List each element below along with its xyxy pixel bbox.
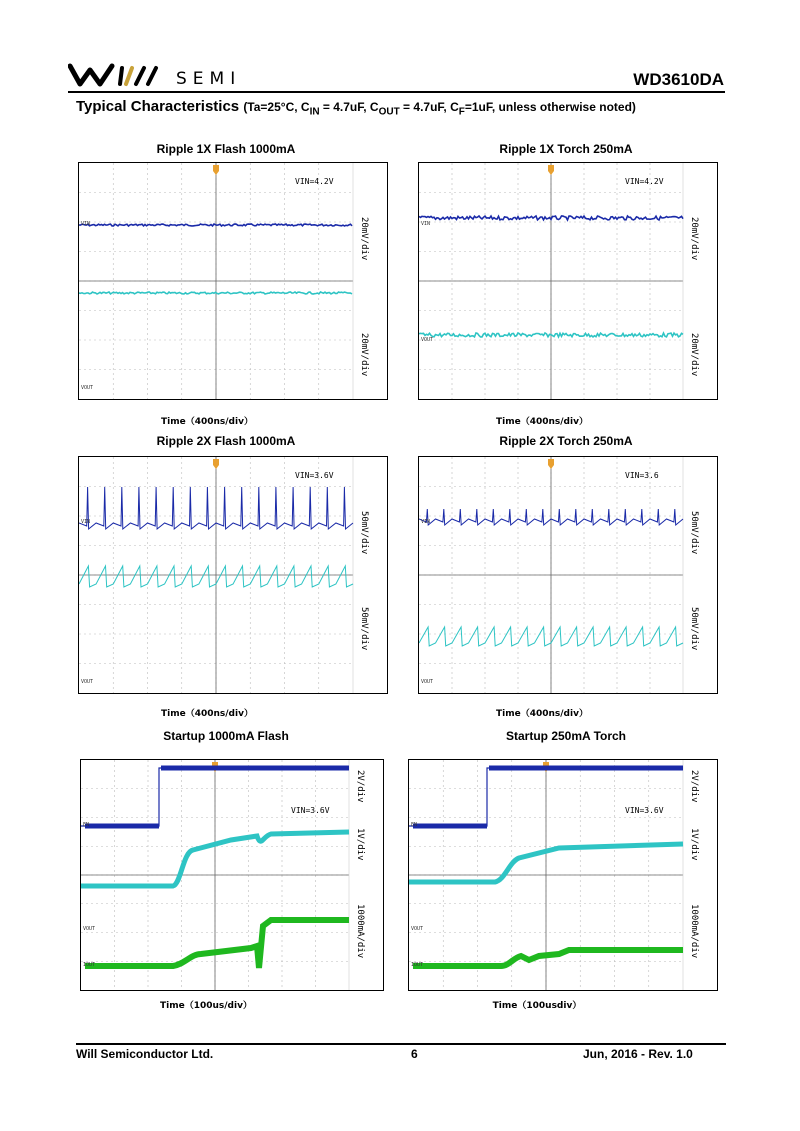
scope-plot xyxy=(78,456,388,694)
vertical-scale-label: 50mV/div xyxy=(689,607,699,651)
vertical-scale-label: 20mV/div xyxy=(359,333,369,377)
scope-traces xyxy=(419,163,717,399)
plot-caption: Ripple 2X Flash 1000mA xyxy=(156,434,296,448)
time-axis-label: Time（400ns/div） xyxy=(496,709,588,719)
scope-plot xyxy=(80,759,384,991)
time-axis-label: Time（400ns/div） xyxy=(161,417,253,427)
vertical-scale-label: 20mV/div xyxy=(359,217,369,261)
footer-page-number: 6 xyxy=(411,1047,418,1061)
channel-label: VOUT xyxy=(411,926,424,932)
trigger-marker xyxy=(213,459,219,469)
trigger-marker xyxy=(548,459,554,469)
vertical-scale-label: 50mV/div xyxy=(359,511,369,555)
vertical-scale-label: 2V/div xyxy=(689,770,699,803)
ch2-trace xyxy=(79,292,352,294)
plot-caption: Ripple 2X Torch 250mA xyxy=(499,434,633,448)
channel-label: IOUT xyxy=(411,962,424,968)
scope-traces xyxy=(79,163,387,399)
channel-label: VIN xyxy=(81,519,91,525)
iout-trace xyxy=(85,920,349,968)
channel-label: VIN xyxy=(421,519,431,525)
vertical-scale-label: 20mV/div xyxy=(689,333,699,377)
plot-caption: Ripple 1X Torch 250mA xyxy=(499,142,633,156)
channel-label: VIN xyxy=(421,221,431,227)
footer-rule xyxy=(76,1043,726,1045)
channel-label: IOUT xyxy=(83,962,96,968)
section-title-text: Typical Characteristics xyxy=(76,98,240,115)
time-axis-label: Time（400ns/div） xyxy=(161,709,253,719)
time-axis-label: Time（400ns/div） xyxy=(496,417,588,427)
scope-traces xyxy=(419,457,717,693)
plot-caption: Ripple 1X Flash 1000mA xyxy=(156,142,296,156)
header-rule xyxy=(68,91,725,93)
scope-traces xyxy=(81,760,383,990)
scope-traces xyxy=(409,760,717,990)
trigger-marker xyxy=(213,165,219,175)
channel-label: EN xyxy=(411,822,418,828)
channel-label: EN xyxy=(83,822,90,828)
logo-text: SEMI xyxy=(176,69,242,89)
channel-label: VOUT xyxy=(81,385,94,391)
time-axis-label: Time（100us/div） xyxy=(160,1001,252,1011)
part-number: WD3610DA xyxy=(633,70,724,89)
plot-caption: Startup 1000mA Flash xyxy=(163,729,289,743)
footer-date-revision: Jun, 2016 - Rev. 1.0 xyxy=(583,1047,693,1061)
vin-label: VIN=3.6 xyxy=(625,471,659,480)
section-title xyxy=(76,98,636,117)
vin-label: VIN=3.6V xyxy=(625,806,664,815)
vin-label: VIN=4.2V xyxy=(295,177,334,186)
vin-label: VIN=3.6V xyxy=(295,471,334,480)
vertical-scale-label: 1000mA/div xyxy=(355,904,365,959)
footer-company: Will Semiconductor Ltd. xyxy=(76,1047,214,1061)
vertical-scale-label: 50mV/div xyxy=(359,607,369,651)
vertical-scale-label: 1000mA/div xyxy=(689,904,699,959)
scope-traces xyxy=(79,457,387,693)
scope-plot xyxy=(418,162,718,400)
vertical-scale-label: 1V/div xyxy=(689,828,699,861)
vin-label: VIN=3.6V xyxy=(291,806,330,815)
vin-label: VIN=4.2V xyxy=(625,177,664,186)
channel-label: VOUT xyxy=(421,679,434,685)
scope-plot xyxy=(78,162,388,400)
vertical-scale-label: 50mV/div xyxy=(689,511,699,555)
channel-label: VOUT xyxy=(83,926,96,932)
vertical-scale-label: 1V/div xyxy=(355,828,365,861)
vertical-scale-label: 20mV/div xyxy=(689,217,699,261)
channel-label: VOUT xyxy=(81,679,94,685)
trigger-marker xyxy=(548,165,554,175)
test-conditions: (Ta=25°C, $C_{IN} = 4.7uF$, $C_{OUT} = 4.7uF$, $C_F=1uF$, unless otherwise noted) xyxy=(243,100,636,118)
channel-label: VOUT xyxy=(421,337,434,343)
iout-trace xyxy=(413,950,683,966)
vertical-scale-label: 2V/div xyxy=(355,770,365,803)
scope-plot xyxy=(408,759,718,991)
time-axis-label: Time（100usdiv） xyxy=(492,1001,582,1011)
channel-label: VIN xyxy=(81,221,91,227)
ch1-trace xyxy=(79,224,352,226)
plot-caption: Startup 250mA Torch xyxy=(505,729,627,743)
scope-plot xyxy=(418,456,718,694)
